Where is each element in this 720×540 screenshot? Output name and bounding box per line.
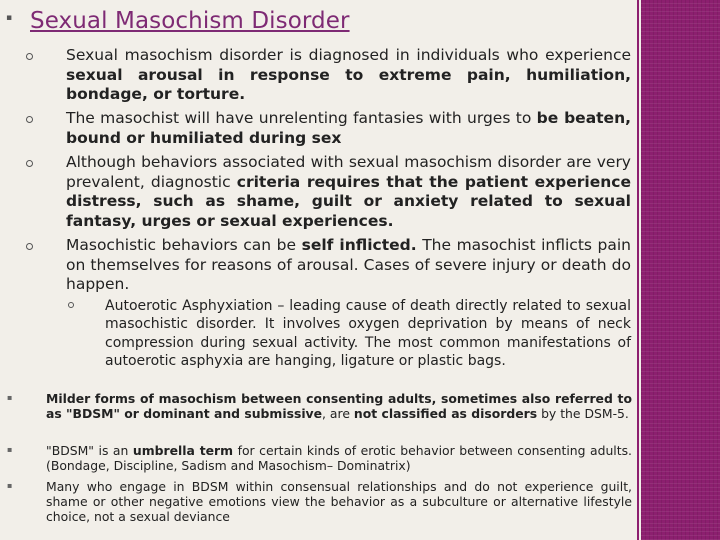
- small-bullet-icon: ▪: [7, 481, 13, 490]
- title-bullet-icon: ▪: [6, 13, 13, 23]
- ring-bullet-icon: [26, 53, 33, 60]
- bullet-paragraph: The masochist will have unrelenting fantasies with urges to be beaten, bound or humiliated during sex: [66, 109, 631, 147]
- ring-bullet-icon: [26, 243, 33, 250]
- ring-bullet-icon: [26, 160, 33, 167]
- accent-divider: [637, 0, 639, 540]
- sub-bullet-paragraph: Autoerotic Asphyxiation – leading cause of death directly related to sexual masochistic disorder. It involves oxygen deprivation by means of neck compression during sexual activity. The most common manifestations of autoerotic asphyxia are hanging, ligature or plastic bags.: [105, 298, 631, 370]
- bullet-paragraph: Masochistic behaviors can be self inflicted. The masochist inflicts pain on themselves for reasons of arousal. Cases of severe injury or death do happen.: [66, 236, 631, 293]
- ring-bullet-icon: [26, 116, 33, 123]
- bullet-paragraph: Although behaviors associated with sexual masochism disorder are very prevalent, diagnostic criteria requires that the patient experience distress, such as shame, guilt or anxiety related to sexual fantasy, urges or sexual experiences.: [66, 153, 631, 230]
- sub-ring-bullet-icon: [68, 302, 74, 308]
- small-bullet-paragraph: Many who engage in BDSM within consensual relationships and do not experience guilt, shame or other negative emotions view the behavior as a subculture or alternative lifestyle choice, not a sexual deviance: [46, 479, 632, 525]
- small-bullet-icon: ▪: [7, 393, 13, 402]
- decorative-side-panel: [641, 0, 720, 540]
- small-bullet-paragraph: "BDSM" is an umbrella term for certain kinds of erotic behavior between consenting adults.(Bondage, Discipline, Sadism and Masochism– Dominatrix): [46, 443, 632, 474]
- small-bullet-icon: ▪: [7, 445, 13, 454]
- bullet-paragraph: Sexual masochism disorder is diagnosed in individuals who experience sexual arousal in response to extreme pain, humiliation, bondage, or torture.: [66, 46, 631, 103]
- small-bullet-paragraph: Milder forms of masochism between consenting adults, sometimes also referred to as "BDSM" or dominant and submissive, are not classified as disorders by the DSM-5.: [46, 391, 632, 422]
- slide-title: Sexual Masochism Disorder: [30, 8, 350, 34]
